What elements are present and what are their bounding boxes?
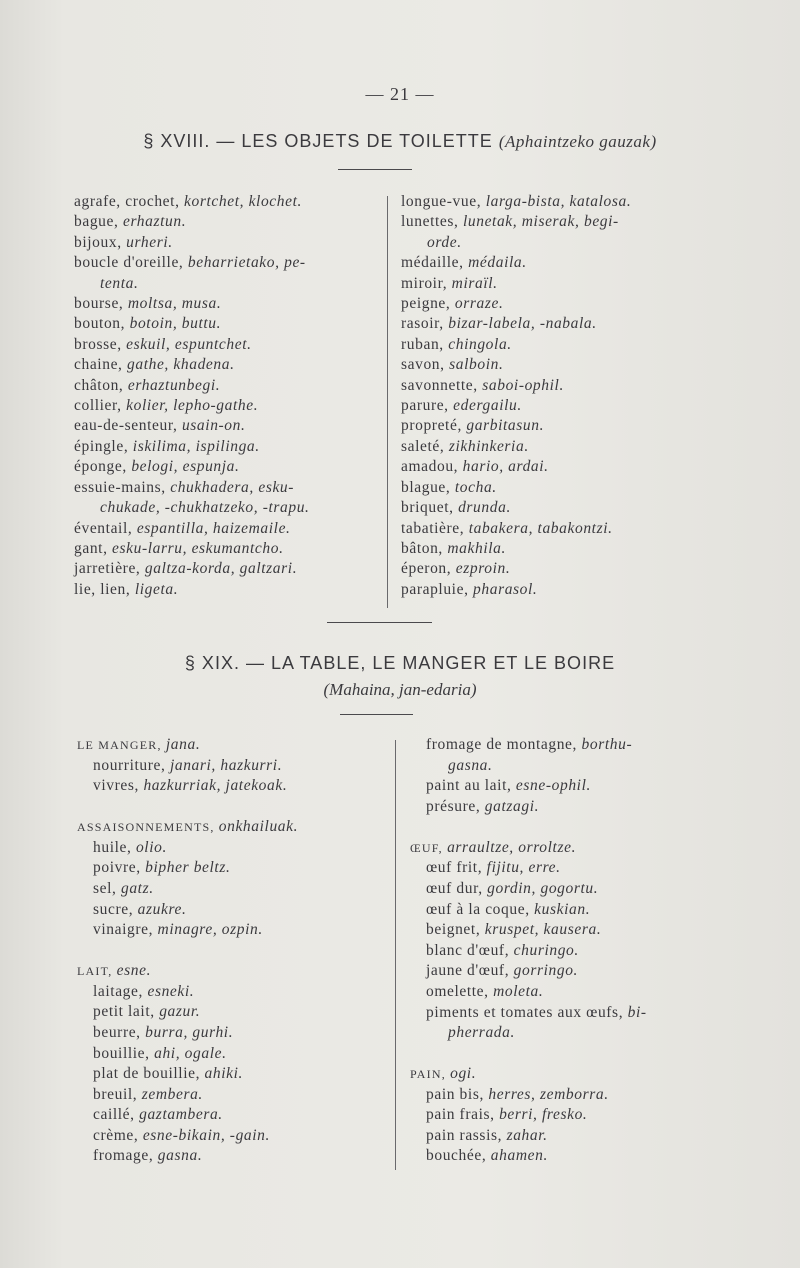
basque-term: médaila. xyxy=(468,254,527,272)
french-term: présure, xyxy=(426,797,485,815)
basque-term: janari, hazkurri. xyxy=(169,756,283,774)
french-term: vivres, xyxy=(93,777,144,795)
french-term: gant, xyxy=(74,539,113,557)
glossary-entry xyxy=(74,253,371,273)
basque-term: saboi-ophil. xyxy=(482,376,564,394)
french-term: brosse, xyxy=(74,335,127,353)
french-term: crème, xyxy=(93,1126,143,1144)
basque-term: jana. xyxy=(165,736,201,753)
basque-term: tenta. xyxy=(100,274,139,292)
glossary-entry xyxy=(401,539,697,559)
glossary-entry xyxy=(401,437,697,457)
group-spacer xyxy=(410,817,655,837)
basque-term: usain-on. xyxy=(181,417,246,435)
french-term: breuil, xyxy=(93,1085,142,1103)
glossary-entry xyxy=(74,559,371,579)
basque-term: borthu- xyxy=(581,736,633,753)
basque-term: bizar-labela, -nabala. xyxy=(448,315,597,333)
glossary-entry xyxy=(401,314,697,334)
section-18-right-column xyxy=(401,192,697,600)
glossary-entry xyxy=(77,858,382,879)
glossary-entry xyxy=(401,192,697,212)
glossary-entry xyxy=(77,1146,382,1167)
basque-term: bipher beltz. xyxy=(145,859,231,877)
glossary-entry xyxy=(74,233,371,253)
french-term: parure, xyxy=(401,397,454,415)
glossary-entry xyxy=(410,776,655,797)
french-term: LE MANGER, xyxy=(77,738,166,752)
basque-term: moltsa, musa. xyxy=(127,295,222,313)
basque-term: tabakera, tabakontzi. xyxy=(468,519,613,537)
glossary-entry xyxy=(74,376,371,396)
basque-term: esku-larru, eskumantcho. xyxy=(112,539,284,557)
french-term: ruban, xyxy=(401,335,449,353)
section-18-rule xyxy=(338,169,412,170)
basque-term: gathe, khadena. xyxy=(127,356,235,374)
french-term: tabatière, xyxy=(401,519,469,537)
glossary-entry xyxy=(77,1002,382,1023)
french-term: sucre, xyxy=(93,900,138,918)
french-term: œuf frit, xyxy=(426,859,487,877)
basque-term: gasna. xyxy=(157,1147,203,1165)
french-term: bouton, xyxy=(74,315,130,333)
basque-term: erhaztun. xyxy=(122,213,187,231)
glossary-entry xyxy=(77,961,382,982)
glossary-entry xyxy=(410,858,655,879)
french-term: chaine, xyxy=(74,356,127,374)
glossary-entry xyxy=(74,274,371,294)
french-term: propreté, xyxy=(401,417,467,435)
french-term: œuf dur, xyxy=(426,879,488,897)
glossary-entry xyxy=(401,478,697,498)
basque-term: azukre. xyxy=(137,900,187,918)
glossary-entry xyxy=(410,1023,655,1044)
basque-term: kuskian. xyxy=(534,900,591,918)
basque-term: esne-bikain, -gain. xyxy=(142,1126,271,1144)
basque-term: kolier, lepho-gathe. xyxy=(126,397,259,415)
french-term: bouchée, xyxy=(426,1147,491,1165)
group-spacer xyxy=(77,797,382,817)
basque-term: pharasol. xyxy=(473,580,538,598)
glossary-entry xyxy=(77,776,382,797)
french-term: blague, xyxy=(401,478,455,496)
glossary-entry xyxy=(74,457,371,477)
glossary-entry xyxy=(401,355,697,375)
glossary-entry xyxy=(401,335,697,355)
column-divider-2 xyxy=(395,740,396,1170)
basque-term: belogi, espunja. xyxy=(131,458,240,476)
glossary-entry xyxy=(77,1064,382,1085)
french-term: essuie-mains, xyxy=(74,478,171,496)
basque-term: berri, fresko. xyxy=(499,1106,588,1124)
glossary-entry xyxy=(74,416,371,436)
glossary-entry xyxy=(77,879,382,900)
basque-term: chingola. xyxy=(448,335,512,353)
french-term: bourse, xyxy=(74,295,128,313)
glossary-entry xyxy=(77,756,382,777)
french-term: jaune d'œuf, xyxy=(426,962,514,980)
basque-term: gatzagi. xyxy=(484,797,540,815)
glossary-entry xyxy=(74,519,371,539)
french-term: éventail, xyxy=(74,519,137,537)
french-term: bague, xyxy=(74,213,123,231)
section-19-title: § XIX. — LA TABLE, LE MANGER ET LE BOIRE xyxy=(184,653,616,673)
glossary-entry xyxy=(401,498,697,518)
glossary-entry xyxy=(77,982,382,1003)
french-term: fromage, xyxy=(93,1147,158,1165)
french-term: poivre, xyxy=(93,859,146,877)
glossary-entry xyxy=(410,1064,655,1085)
french-term: bijoux, xyxy=(74,233,127,251)
glossary-entry xyxy=(74,498,371,518)
glossary-entry xyxy=(77,1023,382,1044)
french-term: épingle, xyxy=(74,437,133,455)
glossary-entry xyxy=(77,1044,382,1065)
french-term: saleté, xyxy=(401,437,449,455)
basque-term: miraïl. xyxy=(451,274,498,292)
french-term: pain bis, xyxy=(426,1085,489,1103)
french-term: jarretière, xyxy=(74,560,145,578)
basque-term: drunda. xyxy=(458,499,511,517)
glossary-entry xyxy=(401,294,697,314)
french-term: boucle d'oreille, xyxy=(74,254,188,272)
basque-term: pherrada. xyxy=(448,1024,515,1042)
glossary-entry xyxy=(410,879,655,900)
glossary-entry xyxy=(410,941,655,962)
basque-term: gasna. xyxy=(448,756,493,774)
basque-term: ahi, ogale. xyxy=(154,1044,227,1062)
french-term: eau-de-senteur, xyxy=(74,417,182,435)
glossary-entry xyxy=(410,1085,655,1106)
french-term: huile, xyxy=(93,838,136,856)
column-divider xyxy=(387,196,388,608)
french-term: piments et tomates aux œufs, xyxy=(426,1003,628,1021)
french-term: éponge, xyxy=(74,458,132,476)
basque-term: garbitasun. xyxy=(466,417,545,435)
group-spacer xyxy=(77,941,382,961)
basque-term: gordin, gogortu. xyxy=(487,879,599,897)
french-term: savon, xyxy=(401,356,450,374)
section-18-left-column xyxy=(74,192,371,600)
french-term: éperon, xyxy=(401,560,456,578)
basque-term: fijitu, erre. xyxy=(486,859,561,877)
basque-term: arraultze, orroltze. xyxy=(447,838,577,856)
basque-term: burra, gurhi. xyxy=(145,1023,234,1041)
basque-term: orraze. xyxy=(454,295,504,313)
glossary-entry xyxy=(401,519,697,539)
glossary-entry xyxy=(74,437,371,457)
section-18-title-basque: (Aphaintzeko gauzak) xyxy=(498,132,657,151)
glossary-entry xyxy=(77,900,382,921)
french-term: bâton, xyxy=(401,539,448,557)
glossary-entry xyxy=(401,457,697,477)
glossary-entry xyxy=(77,1126,382,1147)
french-term: beignet, xyxy=(426,921,485,939)
basque-term: erhaztunbegi. xyxy=(127,376,221,394)
basque-term: zembera. xyxy=(141,1085,203,1103)
page-number: — 21 — xyxy=(365,84,435,104)
glossary-entry xyxy=(74,355,371,375)
basque-term: gaztambera. xyxy=(139,1106,223,1124)
basque-term: ahiki. xyxy=(204,1065,243,1083)
basque-term: lunetak, miserak, begi- xyxy=(462,213,619,231)
glossary-entry xyxy=(401,253,697,273)
basque-term: orde. xyxy=(427,233,462,251)
basque-term: gatz. xyxy=(120,879,154,897)
section-19-subtitle: (Mahaina, jan-edaria) xyxy=(323,680,477,699)
french-term: paint au lait, xyxy=(426,777,516,795)
french-term: œuf à la coque, xyxy=(426,900,535,918)
basque-term: gorringo. xyxy=(513,962,579,980)
french-term: beurre, xyxy=(93,1023,146,1041)
basque-term: hazkurriak, jatekoak. xyxy=(143,777,288,795)
glossary-entry xyxy=(77,920,382,941)
glossary-entry xyxy=(401,274,697,294)
basque-term: zikhinkeria. xyxy=(448,437,529,455)
french-term: collier, xyxy=(74,397,127,415)
french-term: amadou, xyxy=(401,458,463,476)
french-term: médaille, xyxy=(401,254,469,272)
french-term: pain frais, xyxy=(426,1106,500,1124)
section-18-heading xyxy=(0,131,800,152)
glossary-entry xyxy=(74,539,371,559)
glossary-entry xyxy=(410,1146,655,1167)
basque-term: chukade, -chukhatzeko, -trapu. xyxy=(100,499,310,517)
basque-term: botoin, buttu. xyxy=(129,315,222,333)
section-19-rule xyxy=(340,714,413,715)
glossary-entry xyxy=(401,233,697,253)
basque-term: eskuil, espuntchet. xyxy=(126,335,252,353)
glossary-entry xyxy=(410,756,655,777)
french-term: ŒUF, xyxy=(410,840,448,855)
french-term: savonnette, xyxy=(401,376,483,394)
french-term: ASSAISONNEMENTS, xyxy=(77,820,219,835)
basque-term: galtza-korda, galtzari. xyxy=(144,560,298,578)
glossary-entry xyxy=(401,580,697,600)
basque-term: kruspet, kausera. xyxy=(484,921,602,939)
basque-term: herres, zemborra. xyxy=(488,1085,609,1103)
glossary-entry xyxy=(77,1085,382,1106)
basque-term: larga-bista, katalosa. xyxy=(485,193,632,210)
french-term: agrafe, crochet, xyxy=(74,193,185,210)
french-term: caillé, xyxy=(93,1106,140,1124)
section-19-left-column xyxy=(77,735,382,1167)
glossary-entry xyxy=(401,212,697,232)
french-term: laitage, xyxy=(93,982,148,1000)
glossary-entry xyxy=(74,580,371,600)
basque-term: ogi. xyxy=(450,1065,477,1083)
basque-term: hario, ardai. xyxy=(462,458,549,476)
basque-term: tocha. xyxy=(454,478,497,496)
section-18-title: § XVIII. — LES OBJETS DE TOILETTE xyxy=(143,131,493,151)
basque-term: makhila. xyxy=(447,539,507,557)
basque-term: onkhailuak. xyxy=(218,818,299,836)
basque-term: ahamen. xyxy=(490,1147,548,1165)
basque-term: olio. xyxy=(135,838,167,856)
glossary-entry xyxy=(410,961,655,982)
glossary-entry xyxy=(74,294,371,314)
french-term: PAIN, xyxy=(410,1067,451,1082)
french-term: vinaigre, xyxy=(93,921,158,939)
glossary-entry xyxy=(77,817,382,838)
glossary-entry xyxy=(401,559,697,579)
french-term: châton, xyxy=(74,376,128,394)
glossary-entry xyxy=(74,335,371,355)
basque-term: zahar. xyxy=(506,1126,548,1144)
french-term: fromage de montagne, xyxy=(426,736,582,753)
basque-term: churingo. xyxy=(513,941,579,959)
glossary-entry xyxy=(410,1126,655,1147)
french-term: petit lait, xyxy=(93,1003,160,1021)
glossary-entry xyxy=(410,1003,655,1024)
basque-term: esne. xyxy=(116,962,152,980)
basque-term: ligeta. xyxy=(134,580,179,598)
glossary-entry xyxy=(74,478,371,498)
basque-term: esne-ophil. xyxy=(515,777,591,795)
basque-term: bi- xyxy=(627,1003,647,1021)
glossary-entry xyxy=(401,376,697,396)
glossary-entry xyxy=(77,838,382,859)
basque-term: beharrietako, pe- xyxy=(187,254,306,272)
french-term: nourriture, xyxy=(93,756,170,774)
basque-term: moleta. xyxy=(493,982,544,1000)
basque-term: urheri. xyxy=(126,233,173,251)
basque-term: iskilima, ispilinga. xyxy=(132,437,260,455)
glossary-entry xyxy=(410,900,655,921)
french-term: omelette, xyxy=(426,982,494,1000)
basque-term: gazur. xyxy=(159,1003,201,1021)
glossary-entry xyxy=(410,838,655,859)
glossary-entry xyxy=(410,982,655,1003)
basque-term: edergailu. xyxy=(453,397,522,415)
glossary-entry xyxy=(74,192,371,212)
glossary-entry xyxy=(74,314,371,334)
group-spacer xyxy=(410,1044,655,1064)
basque-term: chukhadera, esku- xyxy=(170,478,295,496)
french-term: bouillie, xyxy=(93,1044,155,1062)
french-term: lunettes, xyxy=(401,213,463,231)
basque-term: minagre, ozpin. xyxy=(157,921,263,939)
basque-term: espantilla, haizemaile. xyxy=(136,519,291,537)
glossary-entry xyxy=(77,735,382,756)
glossary-entry xyxy=(410,920,655,941)
french-term: longue-vue, xyxy=(401,193,486,210)
section-separator-rule xyxy=(327,622,432,623)
section-19-right-column xyxy=(410,735,655,1167)
glossary-entry xyxy=(410,735,655,756)
glossary-entry xyxy=(74,396,371,416)
french-term: blanc d'œuf, xyxy=(426,941,514,959)
french-term: peigne, xyxy=(401,295,455,313)
glossary-entry xyxy=(77,1105,382,1126)
glossary-entry xyxy=(401,416,697,436)
glossary-entry xyxy=(74,212,371,232)
basque-term: esneki. xyxy=(147,982,195,1000)
french-term: miroir, xyxy=(401,274,452,292)
basque-term: salboin. xyxy=(449,356,504,374)
french-term: briquet, xyxy=(401,499,459,517)
french-term: rasoir, xyxy=(401,315,449,333)
french-term: lie, lien, xyxy=(74,580,135,598)
glossary-entry xyxy=(401,396,697,416)
basque-term: ezproin. xyxy=(455,560,511,578)
french-term: parapluie, xyxy=(401,580,474,598)
french-term: plat de bouillie, xyxy=(93,1065,205,1083)
glossary-entry xyxy=(410,1105,655,1126)
basque-term: kortchet, klochet. xyxy=(184,193,302,210)
glossary-entry xyxy=(410,797,655,818)
french-term: sel, xyxy=(93,879,121,897)
french-term: LAIT, xyxy=(77,964,117,979)
french-term: pain rassis, xyxy=(426,1126,507,1144)
